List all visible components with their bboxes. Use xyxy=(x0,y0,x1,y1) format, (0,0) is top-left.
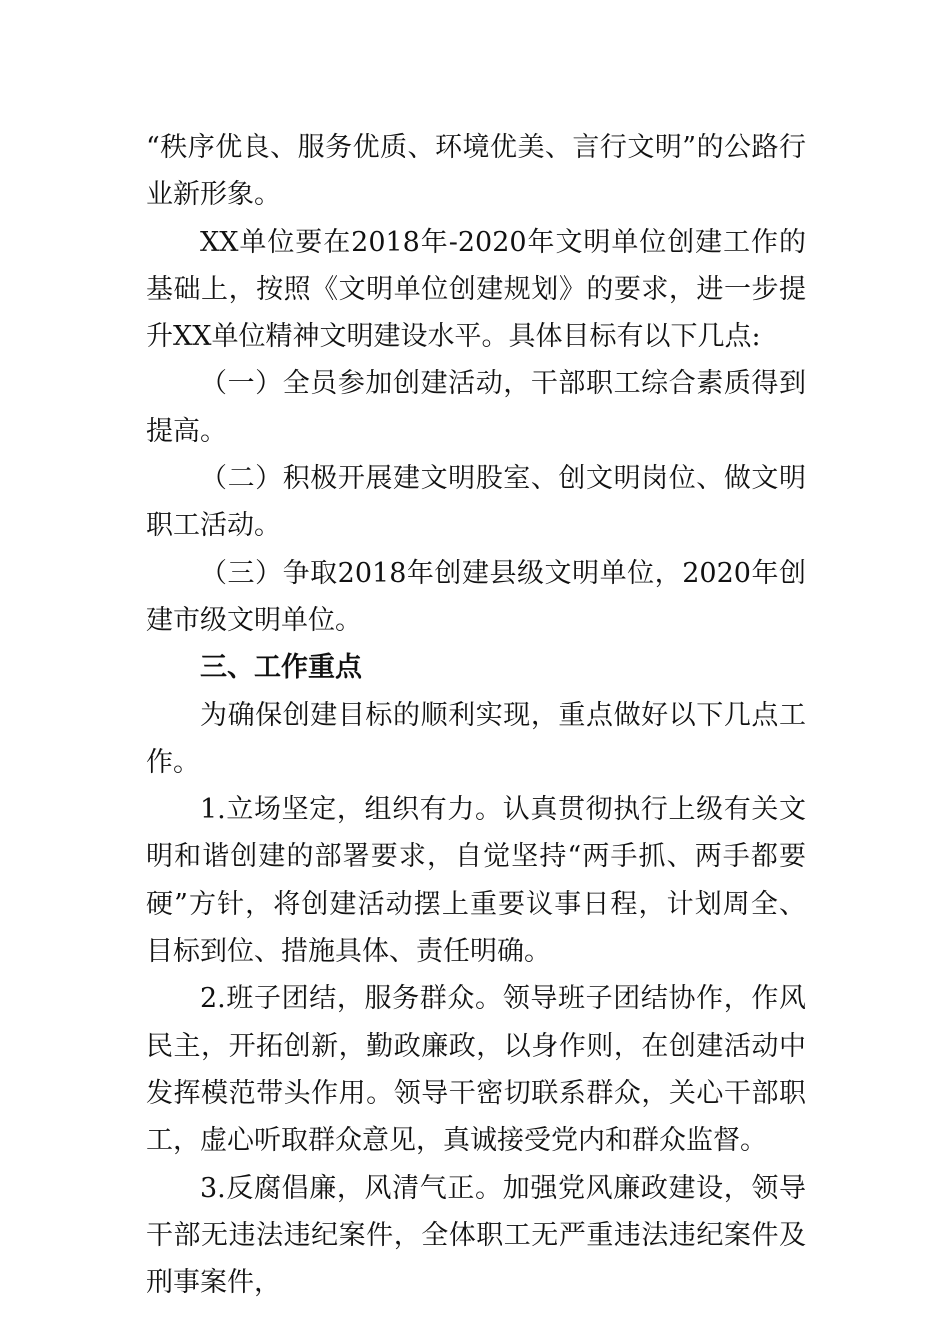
paragraph-goal-1: （一）全员参加创建活动，干部职工综合素质得到提高。 xyxy=(146,368,806,447)
document-body xyxy=(146,124,806,1306)
paragraph-continuation: “秩序优良、服务优质、环境优美、言行文明”的公路行业新形象。 xyxy=(146,132,806,211)
paragraph-focus-2: 2.班子团结，服务群众。领导班子团结协作，作风民主，开拓创新，勤政廉政，以身作则，在创建活动中发挥模范带头作用。领导干密切联系群众，关心干部职工，虚心听取群众意见，真诚接受党内和群众监督。 xyxy=(146,983,806,1157)
paragraph-goal-3: （三）争取2018年创建县级文明单位，2020年创建市级文明单位。 xyxy=(146,557,806,636)
paragraph-goals-intro: XX单位要在2018年-2020年文明单位创建工作的基础上，按照《文明单位创建规划》的要求，进一步提升XX单位精神文明建设水平。具体目标有以下几点: xyxy=(146,226,806,353)
paragraph-goal-2: （二）积极开展建文明股室、创文明岗位、做文明职工活动。 xyxy=(146,463,806,542)
paragraph-focus-1: 1.立场坚定，组织有力。认真贯彻执行上级有关文明和谐创建的部署要求，自觉坚持“两手抓、两手都要硬”方针，将创建活动摆上重要议事日程，计划周全、目标到位、措施具体、责任明确。 xyxy=(146,794,806,968)
paragraph-focus-3: 3.反腐倡廉，风清气正。加强党风廉政建设，领导干部无违法违纪案件，全体职工无严重违法违纪案件及刑事案件， xyxy=(146,1172,806,1299)
paragraph-focus-intro: 为确保创建目标的顺利实现，重点做好以下几点工作。 xyxy=(146,699,806,778)
section-heading: 三、工作重点 xyxy=(200,652,362,684)
